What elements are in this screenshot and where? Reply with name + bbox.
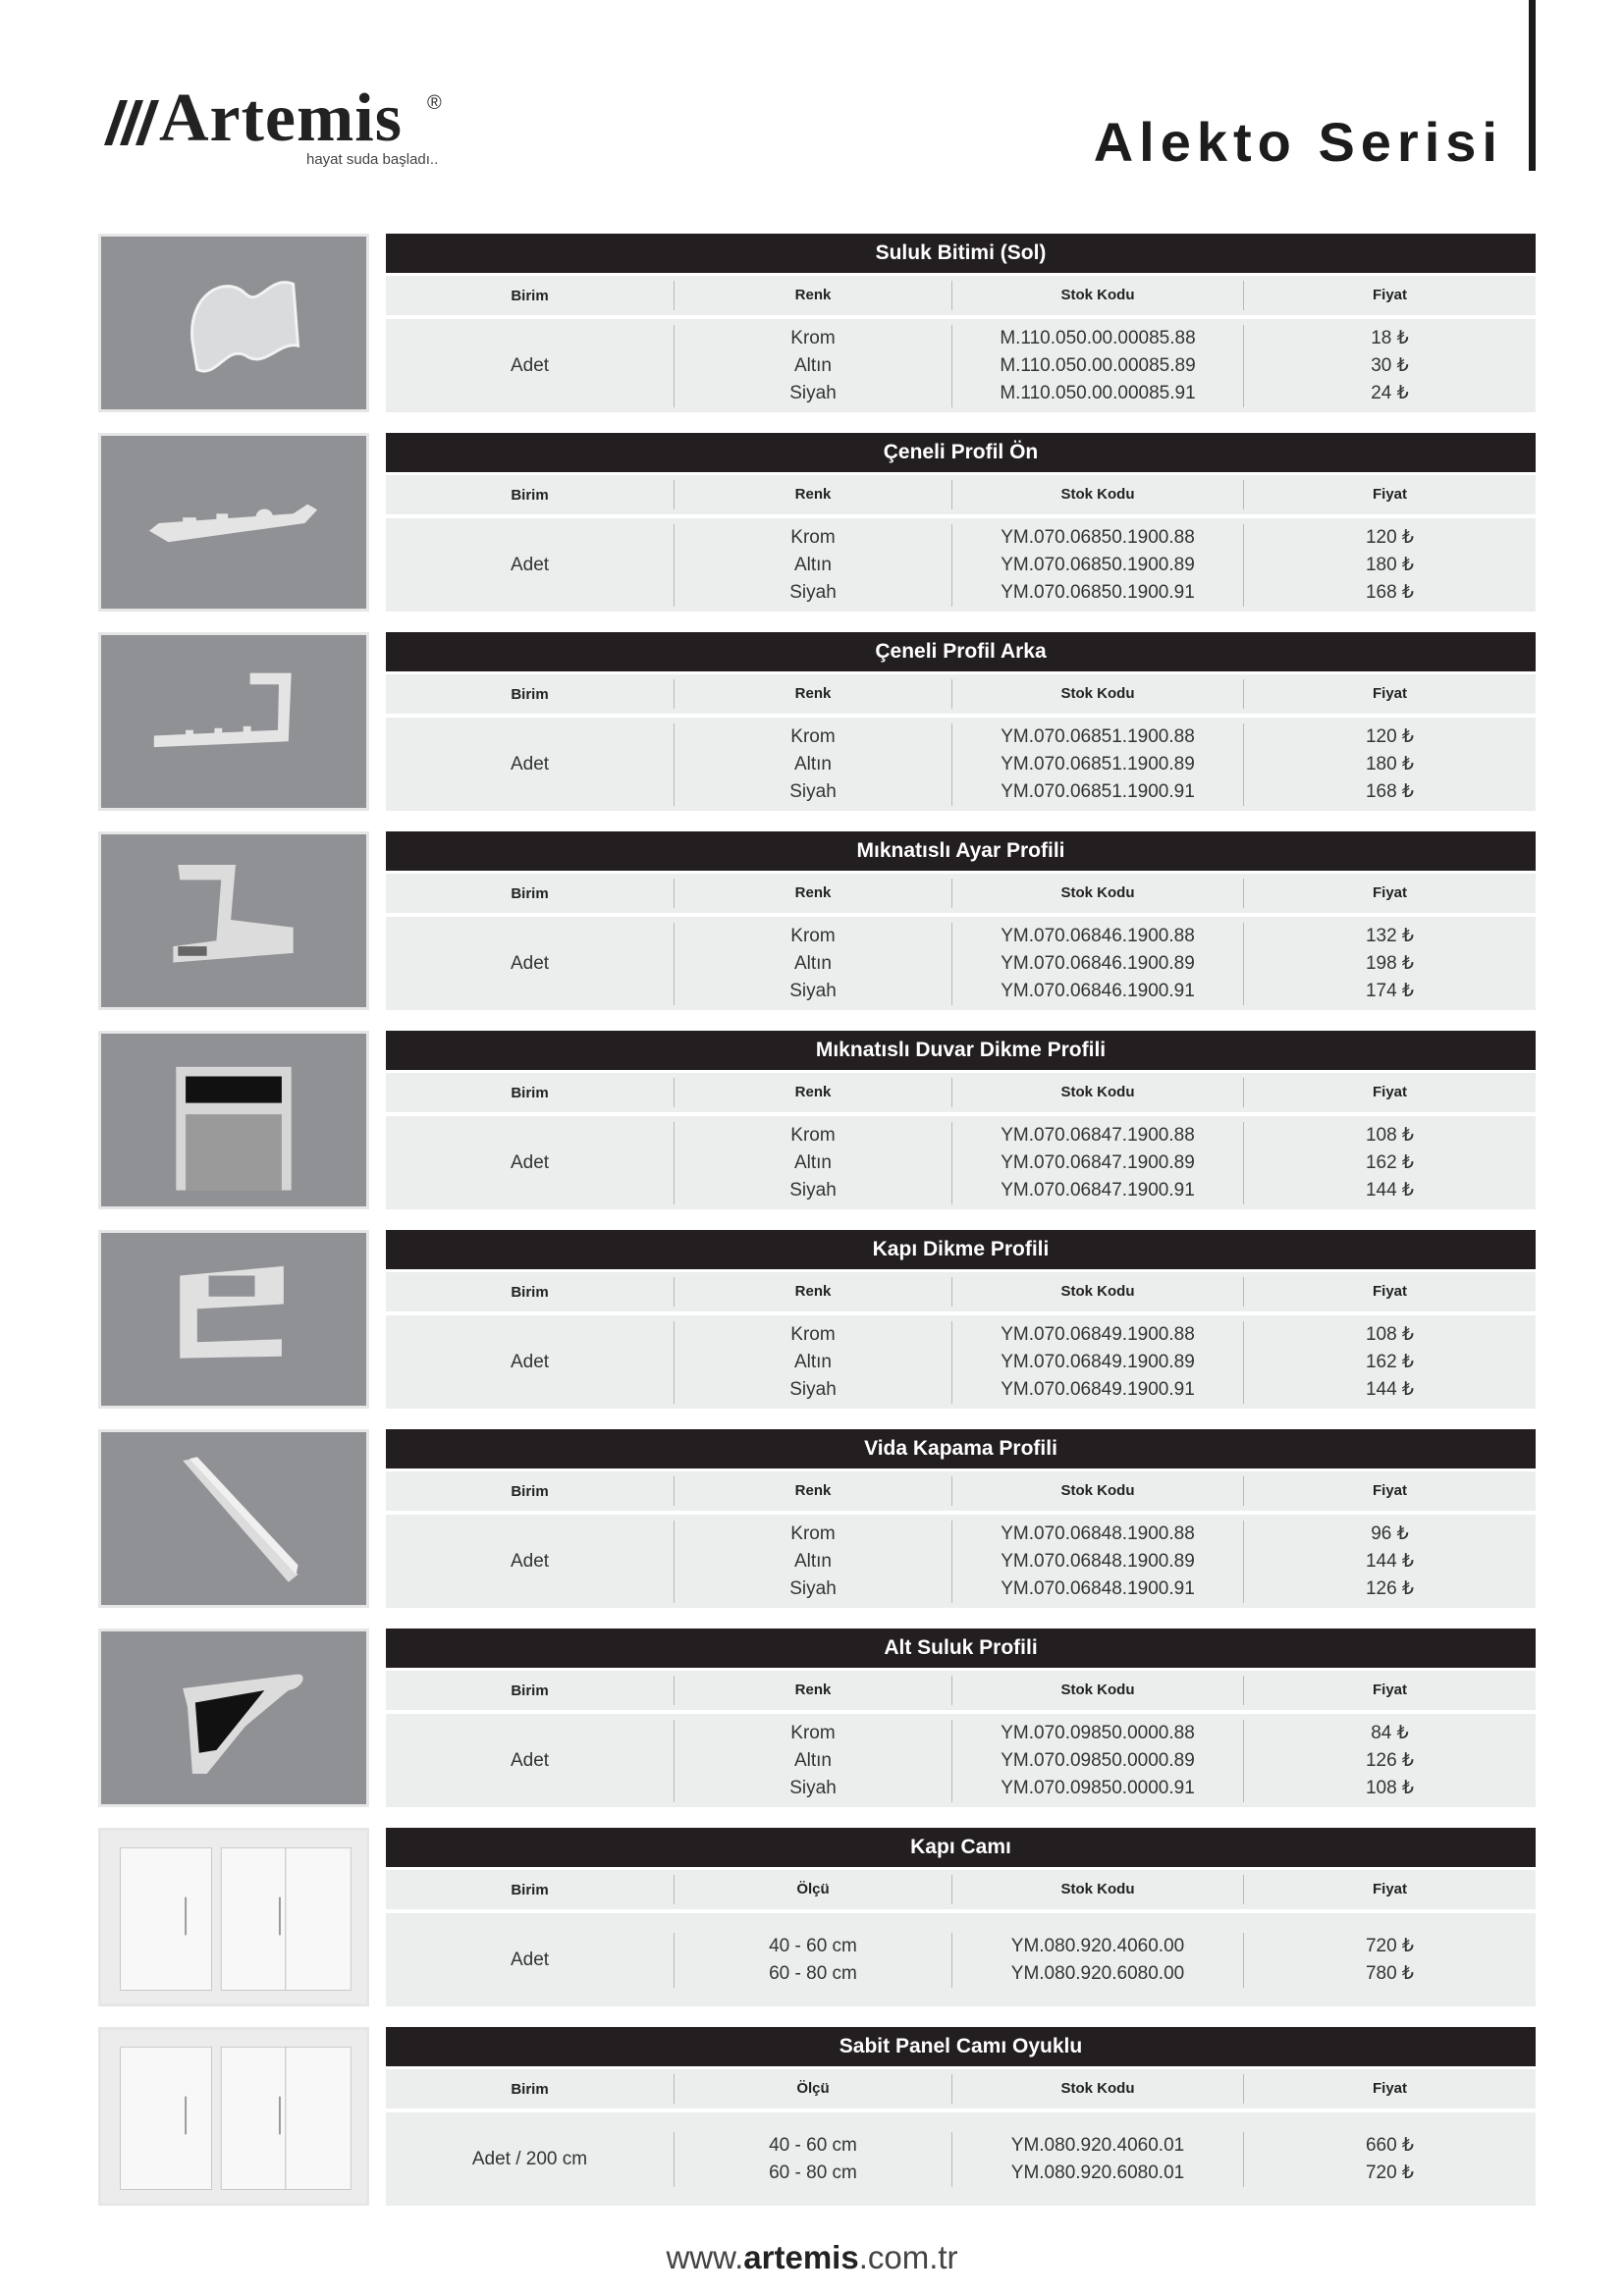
prices-line: 660 ₺ (1365, 2134, 1415, 2156)
variant-cell (674, 325, 951, 407)
variants-line: Altın (793, 554, 833, 575)
table-header-row (386, 674, 1536, 714)
codes-line: YM.070.09850.0000.88 (1001, 1722, 1195, 1743)
codes-line: YM.070.06850.1900.89 (1001, 554, 1195, 575)
codes-line: YM.080.920.6080.00 (1010, 1962, 1185, 1984)
codes-line: M.110.050.00.00085.91 (1000, 382, 1196, 403)
header-price: Fiyat (1243, 1078, 1536, 1107)
prices-line: 180 ₺ (1365, 554, 1415, 575)
prices-line: 168 ₺ (1365, 780, 1415, 802)
prices-line: 144 ₺ (1365, 1378, 1415, 1400)
stock-code-cell (951, 2132, 1243, 2187)
price-table (386, 632, 1536, 811)
codes-line: YM.070.09850.0000.91 (1001, 1777, 1195, 1798)
variants-line: Krom (790, 925, 836, 946)
variants-line: Siyah (789, 980, 837, 1001)
stock-code-cell (951, 1933, 1243, 1988)
prices-line: 18 ₺ (1371, 327, 1409, 348)
product-title: Mıknatıslı Ayar Profili (386, 831, 1536, 871)
codes-line: YM.070.06851.1900.88 (1001, 725, 1195, 747)
price-table (386, 234, 1536, 412)
product-title: Çeneli Profil Ön (386, 433, 1536, 472)
variants-line: Krom (790, 725, 836, 747)
header-stock-code: Stok Kodu (951, 1078, 1243, 1107)
codes-line: YM.080.920.4060.01 (1010, 2134, 1185, 2156)
header-birim: Birim (511, 884, 549, 902)
footer-url[interactable] (0, 2239, 1624, 2276)
variants-line: Siyah (789, 1179, 837, 1201)
variant-cell (674, 923, 951, 1005)
header-variant: Renk (674, 679, 951, 709)
header-price: Fiyat (1243, 1277, 1536, 1307)
header-variant: Renk (674, 1277, 951, 1307)
header-stock-code: Stok Kodu (951, 1476, 1243, 1506)
price-table (386, 2027, 1536, 2206)
table-header-row (386, 1073, 1536, 1112)
price-cell (1243, 524, 1536, 607)
product-title: Vida Kapama Profili (386, 1429, 1536, 1468)
prices-line: 96 ₺ (1371, 1522, 1409, 1544)
header-variant: Renk (674, 480, 951, 509)
codes-line: YM.070.06849.1900.88 (1001, 1323, 1195, 1345)
header-stock-code: Stok Kodu (951, 1676, 1243, 1705)
prices-line: 198 ₺ (1365, 952, 1415, 974)
variant-cell (674, 1933, 951, 1988)
table-row (386, 917, 1536, 1010)
prices-line: 168 ₺ (1365, 581, 1415, 603)
price-table (386, 1230, 1536, 1409)
product-title: Suluk Bitimi (Sol) (386, 234, 1536, 273)
variants-line: Krom (790, 526, 836, 548)
prices-line: 120 ₺ (1365, 725, 1415, 747)
table-header-row (386, 475, 1536, 514)
prices-line: 120 ₺ (1365, 526, 1415, 548)
codes-line: YM.070.06846.1900.91 (1001, 980, 1195, 1001)
codes-line: YM.070.09850.0000.89 (1001, 1749, 1195, 1771)
codes-line: YM.070.06846.1900.88 (1001, 925, 1195, 946)
table-row (386, 518, 1536, 612)
codes-line: YM.070.06848.1900.91 (1001, 1577, 1195, 1599)
prices-line: 162 ₺ (1365, 1151, 1415, 1173)
stock-code-cell (951, 923, 1243, 1005)
product-list (98, 234, 1536, 2226)
product-image (98, 433, 369, 612)
unit-cell: Adet (510, 354, 550, 376)
prices-line: 132 ₺ (1365, 925, 1415, 946)
header-stock-code: Stok Kodu (951, 679, 1243, 709)
variants-line: Altın (793, 354, 833, 376)
table-header-row (386, 276, 1536, 315)
price-table (386, 1629, 1536, 1807)
prices-line: 108 ₺ (1365, 1777, 1415, 1798)
unit-cell: Adet (510, 1151, 550, 1173)
logo-slash-icon (98, 96, 159, 147)
price-cell (1243, 923, 1536, 1005)
codes-line: YM.070.06851.1900.89 (1001, 753, 1195, 774)
table-row (386, 1714, 1536, 1807)
product-section (98, 1230, 1536, 1409)
price-table (386, 1828, 1536, 2006)
table-header-row (386, 1272, 1536, 1311)
header-stock-code: Stok Kodu (951, 2074, 1243, 2104)
header-accent-bar (1529, 0, 1536, 171)
prices-line: 720 ₺ (1365, 2162, 1415, 2183)
price-cell (1243, 1122, 1536, 1204)
unit-cell: Adet (510, 1749, 550, 1771)
variants-line: Krom (790, 1323, 836, 1345)
price-cell (1243, 1321, 1536, 1404)
header-stock-code: Stok Kodu (951, 1277, 1243, 1307)
variants-line: Krom (790, 1124, 836, 1146)
variant-cell (674, 1321, 951, 1404)
price-cell (1243, 1521, 1536, 1603)
prices-line: 126 ₺ (1365, 1749, 1415, 1771)
product-section (98, 632, 1536, 811)
codes-line: YM.070.06851.1900.91 (1001, 780, 1195, 802)
header-variant: Renk (674, 1078, 951, 1107)
price-table (386, 433, 1536, 612)
footer-url-prefix: www. (666, 2239, 744, 2275)
variant-cell (674, 723, 951, 806)
table-row (386, 1116, 1536, 1209)
variants-line: 60 - 80 cm (769, 2162, 857, 2183)
product-image (98, 1828, 369, 2006)
product-image (98, 234, 369, 412)
price-table (386, 1429, 1536, 1608)
codes-line: YM.070.06847.1900.91 (1001, 1179, 1195, 1201)
product-image (98, 632, 369, 811)
variants-line: Siyah (789, 780, 837, 802)
table-row (386, 1515, 1536, 1608)
product-title: Alt Suluk Profili (386, 1629, 1536, 1668)
variants-line: Altın (793, 952, 833, 974)
stock-code-cell (951, 1321, 1243, 1404)
product-section (98, 433, 1536, 612)
footer-url-suffix: .com.tr (858, 2239, 958, 2275)
variants-line: 40 - 60 cm (769, 2134, 857, 2156)
product-section (98, 1031, 1536, 1209)
codes-line: YM.070.06846.1900.89 (1001, 952, 1195, 974)
header-variant: Renk (674, 1676, 951, 1705)
variants-line: Krom (790, 1522, 836, 1544)
stock-code-cell (951, 524, 1243, 607)
product-title: Kapı Dikme Profili (386, 1230, 1536, 1269)
product-title: Sabit Panel Camı Oyuklu (386, 2027, 1536, 2066)
prices-line: 162 ₺ (1365, 1351, 1415, 1372)
header-birim: Birim (511, 1283, 549, 1301)
product-section (98, 1828, 1536, 2006)
codes-line: YM.070.06848.1900.89 (1001, 1550, 1195, 1572)
variant-cell (674, 1122, 951, 1204)
artemis-logo (98, 80, 471, 175)
registered-mark: ® (427, 92, 442, 114)
brand-name: Artemis (159, 80, 404, 156)
variants-line: Siyah (789, 1577, 837, 1599)
unit-cell: Adet (510, 554, 550, 575)
product-section (98, 831, 1536, 1010)
codes-line: YM.070.06847.1900.89 (1001, 1151, 1195, 1173)
header-variant: Ölçü (674, 1875, 951, 1904)
variants-line: Altın (793, 1351, 833, 1372)
header-variant: Renk (674, 1476, 951, 1506)
table-row (386, 1913, 1536, 2006)
variants-line: Krom (790, 1722, 836, 1743)
price-cell (1243, 2132, 1536, 2187)
codes-line: M.110.050.00.00085.88 (1000, 327, 1196, 348)
product-image (98, 2027, 369, 2206)
variants-line: Altın (793, 1151, 833, 1173)
unit-cell: Adet (510, 1351, 550, 1372)
prices-line: 180 ₺ (1365, 753, 1415, 774)
price-cell (1243, 723, 1536, 806)
table-header-row (386, 2069, 1536, 2109)
unit-cell: Adet / 200 cm (471, 2148, 588, 2169)
product-section (98, 1629, 1536, 1807)
header-birim: Birim (511, 2080, 549, 2098)
codes-line: YM.070.06849.1900.91 (1001, 1378, 1195, 1400)
variants-line: Altın (793, 1749, 833, 1771)
price-cell (1243, 1720, 1536, 1802)
stock-code-cell (951, 723, 1243, 806)
codes-line: YM.070.06848.1900.88 (1001, 1522, 1195, 1544)
table-row (386, 2112, 1536, 2206)
header-birim: Birim (511, 1682, 549, 1699)
prices-line: 24 ₺ (1371, 382, 1409, 403)
header-birim: Birim (511, 287, 549, 304)
codes-line: YM.070.06850.1900.91 (1001, 581, 1195, 603)
header-price: Fiyat (1243, 1676, 1536, 1705)
header-variant: Renk (674, 281, 951, 310)
product-image (98, 1429, 369, 1608)
table-header-row (386, 1471, 1536, 1511)
product-title: Çeneli Profil Arka (386, 632, 1536, 671)
codes-line: YM.070.06847.1900.88 (1001, 1124, 1195, 1146)
header-birim: Birim (511, 1084, 549, 1101)
header-price: Fiyat (1243, 679, 1536, 709)
variants-line: Siyah (789, 1777, 837, 1798)
brand-tagline: hayat suda başladı.. (306, 151, 439, 168)
page-title: Alekto Serisi (1093, 111, 1503, 173)
variants-line: Altın (793, 753, 833, 774)
table-header-row (386, 874, 1536, 913)
unit-cell: Adet (510, 1550, 550, 1572)
variant-cell (674, 1521, 951, 1603)
product-image (98, 1629, 369, 1807)
variants-line: Siyah (789, 1378, 837, 1400)
header-price: Fiyat (1243, 480, 1536, 509)
prices-line: 108 ₺ (1365, 1124, 1415, 1146)
price-table (386, 831, 1536, 1010)
codes-line: YM.080.920.4060.00 (1010, 1935, 1185, 1956)
table-header-row (386, 1671, 1536, 1710)
header-variant: Ölçü (674, 2074, 951, 2104)
header-birim: Birim (511, 685, 549, 703)
table-header-row (386, 1870, 1536, 1909)
variants-line: Altın (793, 1550, 833, 1572)
variants-line: Siyah (789, 382, 837, 403)
table-row (386, 319, 1536, 412)
footer-url-domain: artemis (743, 2239, 859, 2275)
header-stock-code: Stok Kodu (951, 281, 1243, 310)
product-title: Kapı Camı (386, 1828, 1536, 1867)
variant-cell (674, 524, 951, 607)
header-price: Fiyat (1243, 1476, 1536, 1506)
price-cell (1243, 325, 1536, 407)
header-price: Fiyat (1243, 879, 1536, 908)
stock-code-cell (951, 1720, 1243, 1802)
prices-line: 108 ₺ (1365, 1323, 1415, 1345)
header-price: Fiyat (1243, 281, 1536, 310)
stock-code-cell (951, 1521, 1243, 1603)
variants-line: 40 - 60 cm (769, 1935, 857, 1956)
product-image (98, 1230, 369, 1409)
header-stock-code: Stok Kodu (951, 1875, 1243, 1904)
header-birim: Birim (511, 1482, 549, 1500)
stock-code-cell (951, 1122, 1243, 1204)
product-section (98, 234, 1536, 412)
header-variant: Renk (674, 879, 951, 908)
product-image (98, 831, 369, 1010)
stock-code-cell (951, 325, 1243, 407)
product-image (98, 1031, 369, 1209)
prices-line: 126 ₺ (1365, 1577, 1415, 1599)
prices-line: 144 ₺ (1365, 1179, 1415, 1201)
prices-line: 174 ₺ (1365, 980, 1415, 1001)
header-price: Fiyat (1243, 2074, 1536, 2104)
product-section (98, 1429, 1536, 1608)
product-section (98, 2027, 1536, 2206)
price-cell (1243, 1933, 1536, 1988)
table-row (386, 1315, 1536, 1409)
variants-line: 60 - 80 cm (769, 1962, 857, 1984)
product-title: Mıknatıslı Duvar Dikme Profili (386, 1031, 1536, 1070)
header-stock-code: Stok Kodu (951, 480, 1243, 509)
variants-line: Krom (790, 327, 836, 348)
prices-line: 30 ₺ (1371, 354, 1409, 376)
variant-cell (674, 1720, 951, 1802)
codes-line: YM.080.920.6080.01 (1010, 2162, 1185, 2183)
header-price: Fiyat (1243, 1875, 1536, 1904)
price-table (386, 1031, 1536, 1209)
prices-line: 144 ₺ (1365, 1550, 1415, 1572)
header-birim: Birim (511, 486, 549, 504)
codes-line: M.110.050.00.00085.89 (1000, 354, 1196, 376)
unit-cell: Adet (510, 952, 550, 974)
codes-line: YM.070.06850.1900.88 (1001, 526, 1195, 548)
prices-line: 84 ₺ (1371, 1722, 1409, 1743)
header-stock-code: Stok Kodu (951, 879, 1243, 908)
unit-cell: Adet (510, 753, 550, 774)
unit-cell: Adet (510, 1949, 550, 1970)
variants-line: Siyah (789, 581, 837, 603)
prices-line: 780 ₺ (1365, 1962, 1415, 1984)
table-row (386, 718, 1536, 811)
prices-line: 720 ₺ (1365, 1935, 1415, 1956)
header-birim: Birim (511, 1881, 549, 1898)
variant-cell (674, 2132, 951, 2187)
codes-line: YM.070.06849.1900.89 (1001, 1351, 1195, 1372)
